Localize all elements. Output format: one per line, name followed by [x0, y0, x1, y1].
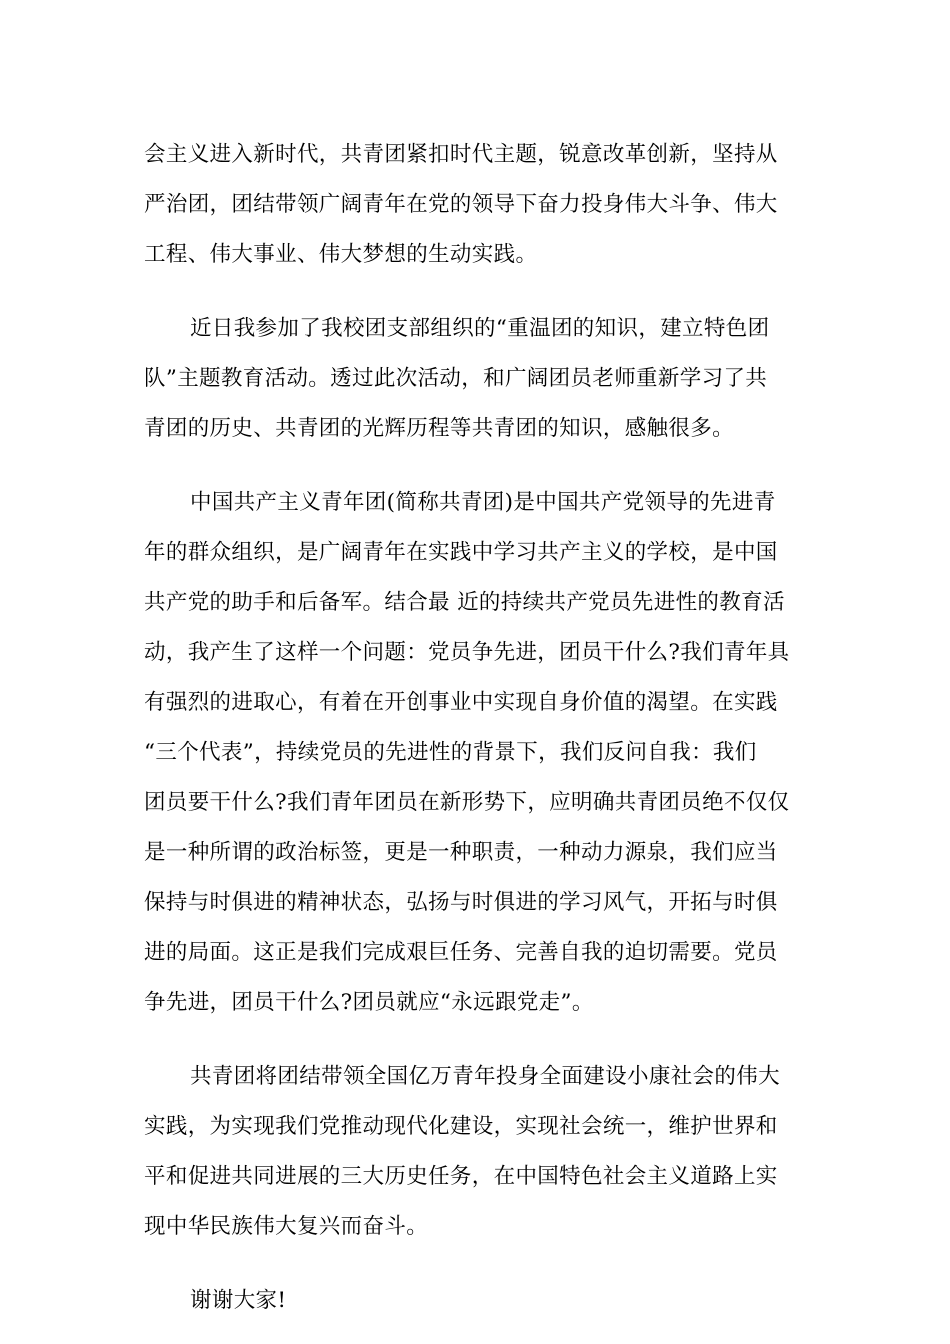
text-line: 青团的历史、共青团的光辉历程等共青团的知识，感触很多。	[144, 416, 734, 441]
paragraph	[144, 1276, 808, 1326]
paragraph	[144, 130, 808, 280]
body-text	[144, 130, 808, 1326]
text-line: 谢谢大家!	[190, 1288, 287, 1313]
text-line: 是一种所谓的政治标签，更是一种职责，一种动力源泉，我们应当	[144, 840, 778, 865]
text-line: 中国共产主义青年团(简称共青团)是中国共产党领导的先进青	[190, 490, 776, 515]
text-line: 现中华民族伟大复兴而奋斗。	[144, 1214, 429, 1239]
text-line: 动，我产生了这样一个问题：党员争先进，团员干什么?我们青年具	[144, 640, 790, 665]
text-line: 平和促进共同进展的三大历史任务，在中国特色社会主义道路上实	[144, 1164, 778, 1189]
text-line: 工程、伟大事业、伟大梦想的生动实践。	[144, 242, 538, 267]
paragraph	[144, 1052, 808, 1252]
paragraph	[144, 478, 808, 1028]
text-line: 共青团将团结带领全国亿万青年投身全面建设小康社会的伟大	[190, 1064, 780, 1089]
text-line: 有强烈的进取心，有着在开创事业中实现自身价值的渴望。在实践	[144, 690, 778, 715]
text-line: 团员要干什么?我们青年团员在新形势下，应明确共青团员绝不仅仅	[144, 790, 790, 815]
text-line: “三个代表”，持续党员的先进性的背景下，我们反问自我：我们	[144, 740, 757, 765]
text-line: 争先进，团员干什么?团员就应“永远跟党走”。	[144, 990, 594, 1015]
paragraph	[144, 304, 808, 454]
text-line: 会主义进入新时代，共青团紧扣时代主题，锐意改革创新，坚持从	[144, 142, 778, 167]
text-line: 进的局面。这正是我们完成艰巨任务、完善自我的迫切需要。党员	[144, 940, 778, 965]
text-line: 共产党的助手和后备军。结合最 近的持续共产党员先进性的教育活	[144, 590, 785, 615]
text-line: 严治团，团结带领广阔青年在党的领导下奋力投身伟大斗争、伟大	[144, 192, 778, 217]
text-line: 实践，为实现我们党推动现代化建设，实现社会统一，维护世界和	[144, 1114, 778, 1139]
text-line: 队”主题教育活动。透过此次活动，和广阔团员老师重新学习了共	[144, 366, 768, 391]
text-line: 保持与时俱进的精神状态，弘扬与时俱进的学习风气，开拓与时俱	[144, 890, 778, 915]
text-line: 年的群众组织，是广阔青年在实践中学习共产主义的学校，是中国	[144, 540, 778, 565]
text-line: 近日我参加了我校团支部组织的“重温团的知识，建立特色团	[190, 316, 770, 341]
